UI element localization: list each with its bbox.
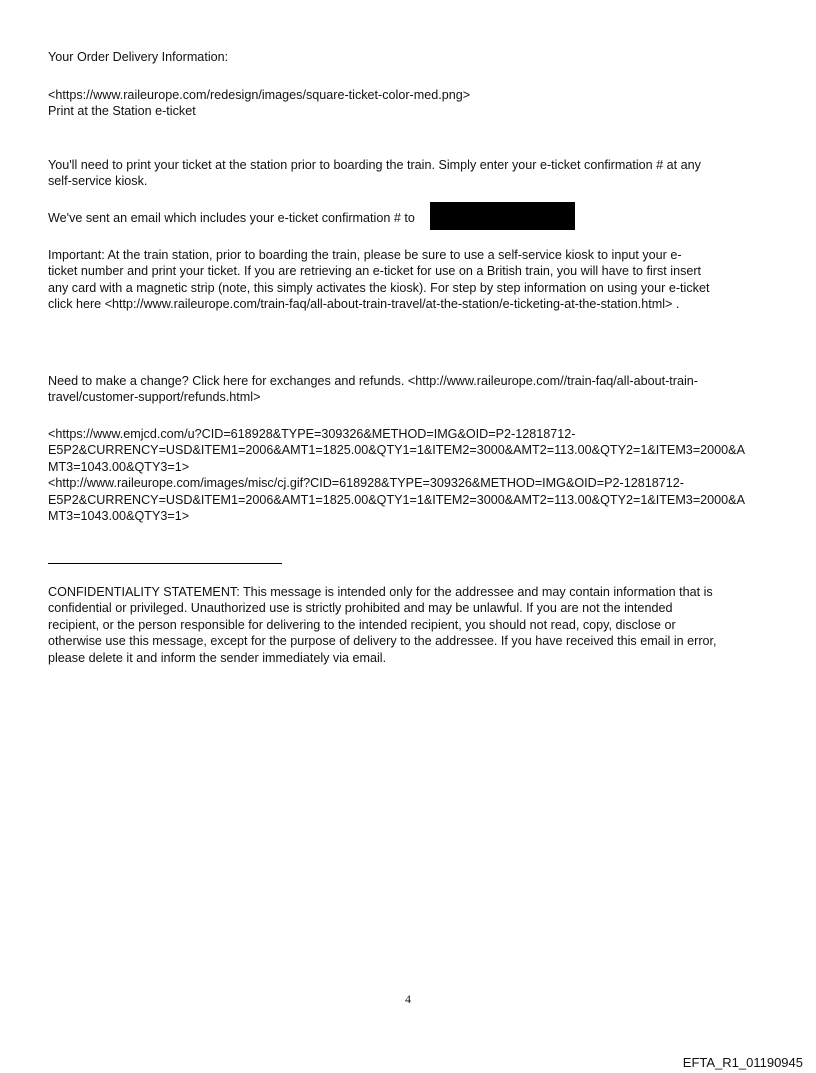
cj-gif-link[interactable]: <http://www.raileurope.com/images/misc/cj.gif?CID=618928&TYPE=309326&METHOD=IMG&OID=P2-12818712- [48,476,684,491]
text-line: please delete it and inform the sender immediately via email. [48,650,387,665]
ticket-image-block [48,87,470,120]
text-line: otherwise use this message, except for the purpose of delivery to the addressee. If you have received this email in error, [48,634,717,649]
cj-gif-link[interactable]: E5P2&CURRENCY=USD&ITEM1=2006&AMT1=1825.00&QTY1=1&ITEM2=3000&AMT2=113.00&QTY2=1&ITEM3=2000&A [48,492,745,507]
text-line: We've sent an email which includes your e-ticket confirmation # to [48,211,415,225]
redaction-box [430,202,575,230]
change-notice [48,373,698,406]
heading-text: Your Order Delivery Information: [48,50,229,64]
text-line: Important: At the train station, prior to boarding the train, please be sure to use a self-service kiosk to input your e- [48,248,682,262]
text-line: ticket number and print your ticket. If you are retrieving an e-ticket for use on a British train, you will have to first insert [48,264,702,279]
ticket-image-link[interactable]: <https://www.raileurope.com/redesign/images/square-ticket-color-med.png> [48,88,471,102]
refunds-link[interactable]: Need to make a change? Click here for exchanges and refunds. <http://www.raileurope.com//train-faq/all-about-train- [48,374,698,388]
text-line: self-service kiosk. [48,174,148,189]
page-number: 4 [405,992,411,1006]
print-instructions [48,157,701,190]
text-line: confidential or privileged. Unauthorized use is strictly prohibited and may be unlawful. If you are not the intended [48,601,673,616]
ticket-type: Print at the Station e-ticket [48,104,196,119]
email-sent-notice [48,210,415,226]
confidentiality-statement [48,584,717,666]
emjcd-link[interactable]: E5P2&CURRENCY=USD&ITEM1=2006&AMT1=1825.00&QTY1=1&ITEM2=3000&AMT2=113.00&QTY2=1&ITEM3=2000&A [48,443,745,458]
divider [48,563,282,564]
text-line: CONFIDENTIALITY STATEMENT: This message is intended only for the addressee and may contain information that is [48,585,713,599]
document-id: EFTA_R1_01190945 [682,1055,803,1070]
e-ticketing-link[interactable]: click here <http://www.raileurope.com/train-faq/all-about-train-travel/at-the-station/e-ticketing-at-the-station.html> . [48,297,680,312]
important-notice [48,247,709,313]
text-line: recipient, or the person responsible for delivering to the intended recipient, you should not read, copy, disclose or [48,617,676,632]
emjcd-link[interactable]: <https://www.emjcd.com/u?CID=618928&TYPE=309326&METHOD=IMG&OID=P2-12818712- [48,427,576,441]
delivery-heading [48,49,228,65]
tracking-links [48,426,745,524]
cj-gif-link[interactable]: MT3=1043.00&QTY3=1> [48,509,190,524]
text-line: You'll need to print your ticket at the station prior to boarding the train. Simply enter your e-ticket confirmation # at any [48,158,701,172]
text-line: any card with a magnetic strip (note, this simply activates the kiosk). For step by step information on using your e-ticket [48,280,710,295]
emjcd-link[interactable]: MT3=1043.00&QTY3=1> [48,459,190,474]
refunds-link-cont[interactable]: travel/customer-support/refunds.html> [48,390,261,405]
